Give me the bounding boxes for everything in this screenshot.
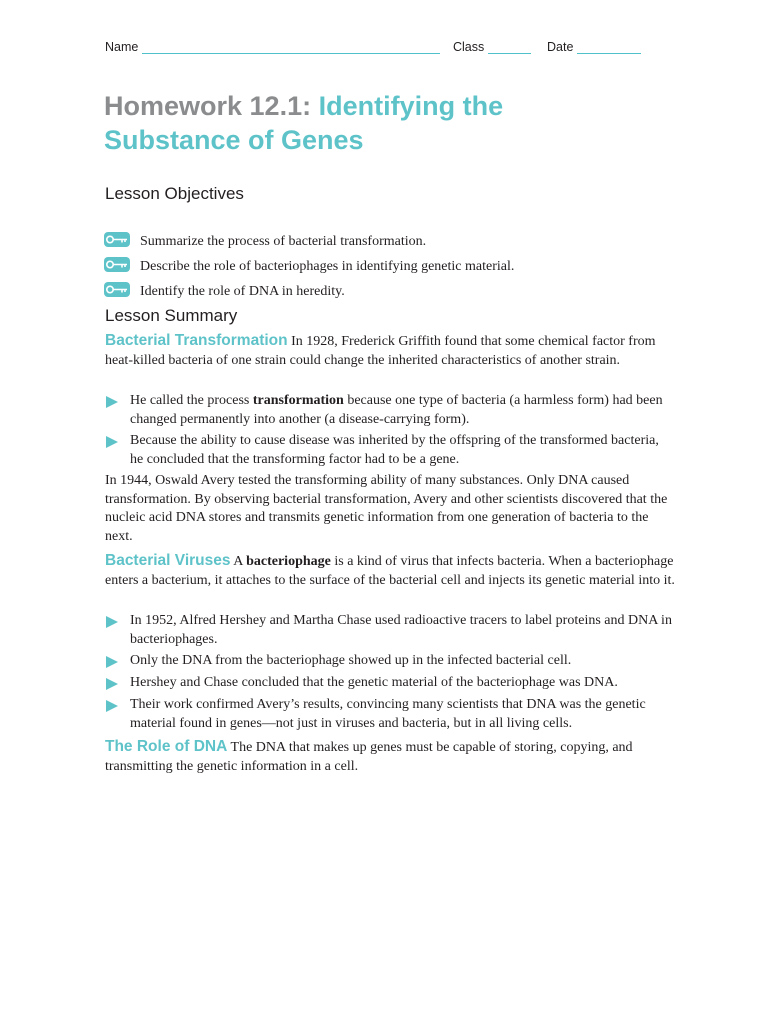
bullet-text: In 1952, Alfred Hershey and Martha Chase used radioactive tracers to label proteins and DNA in bacteriophages. [130,613,672,647]
lesson-summary-heading: Lesson Summary [105,306,238,325]
title-main: Identifying the Substance of Genes [104,91,504,155]
arrow-bullet-icon [105,655,119,669]
arrow-bullet-icon [105,435,119,449]
key-icon [104,282,130,297]
key-icon [104,232,130,247]
viruses-intro-paragraph [105,552,675,590]
transformation-intro-text: In 1928, Frederick Griffith found that some chemical factor from heat-killed bacteria of one strain could change the inherited characteristics of another strain. [105,334,656,368]
arrow-bullet-icon [105,615,119,629]
arrow-bullet-icon [105,677,119,691]
bullet-text: Because the ability to cause disease was inherited by the offspring of the transformed bacteria, he concluded that the transforming factor had to be a gene. [130,433,659,467]
avery-paragraph: In 1944, Oswald Avery tested the transforming ability of many substances. Only DNA caused transformation. By observing bacterial transformation, Avery and other scientists discovered that the nucleic acid DNA stores and transmits genetic information from one generation of bacteria to the next. [105,473,668,544]
bacterial-viruses-subheading: Bacterial Viruses [105,552,231,569]
bullet-text: Only the DNA from the bacteriophage showed up in the infected bacterial cell. [130,653,572,668]
class-blank-line[interactable] [488,40,531,54]
viruses-intro-text: A [233,554,247,569]
term-transformation: transformation [252,393,344,408]
role-of-dna-text: The DNA that makes up genes must be capable of storing, copying, and transmitting the genetic information in a cell. [105,740,633,774]
arrow-bullet-icon [105,395,119,409]
page-title [104,89,624,157]
objective-text: Describe the role of bacteriophages in identifying genetic material. [140,259,515,274]
name-field[interactable] [105,40,440,54]
viruses-intro-text: is a kind of virus that infects bacteria. When a bacteriophage enters a bacterium, it attaches to the surface of the bacterial cell and injects its genetic material into it. [105,554,675,588]
term-bacteriophage: bacteriophage [246,554,331,569]
role-of-dna-paragraph [105,738,675,776]
lesson-objectives-heading: Lesson Objectives [105,184,244,203]
transformation-intro-paragraph [105,332,675,370]
title-prefix: Homework 12.1: [104,91,312,121]
objective-text: Summarize the process of bacterial transformation. [140,234,427,249]
class-field[interactable] [453,40,531,54]
date-label: Date [547,40,574,54]
bullet-text-part: because one type of bacteria (a harmless form) had been changed permanently into another (a disease-carrying form). [130,393,663,427]
bullet-text: Their work confirmed Avery’s results, convincing many scientists that DNA was the genetic material found in genes—not just in viruses and bacteria, but in all living cells. [130,697,646,731]
student-info-header [105,40,665,58]
bacterial-transformation-subheading: Bacterial Transformation [105,332,288,349]
objective-text: Identify the role of DNA in heredity. [140,284,345,299]
class-label: Class [453,40,485,54]
bullet-text-part: He called the process [130,393,253,408]
date-field[interactable] [547,40,641,54]
role-of-dna-subheading: The Role of DNA [105,738,228,755]
bullet-text: Hershey and Chase concluded that the genetic material of the bacteriophage was DNA. [130,675,618,690]
name-label: Name [105,40,139,54]
bullet-text [130,392,675,429]
arrow-bullet-icon [105,699,119,713]
key-icon [104,257,130,272]
name-blank-line[interactable] [142,40,440,54]
date-blank-line[interactable] [577,40,641,54]
